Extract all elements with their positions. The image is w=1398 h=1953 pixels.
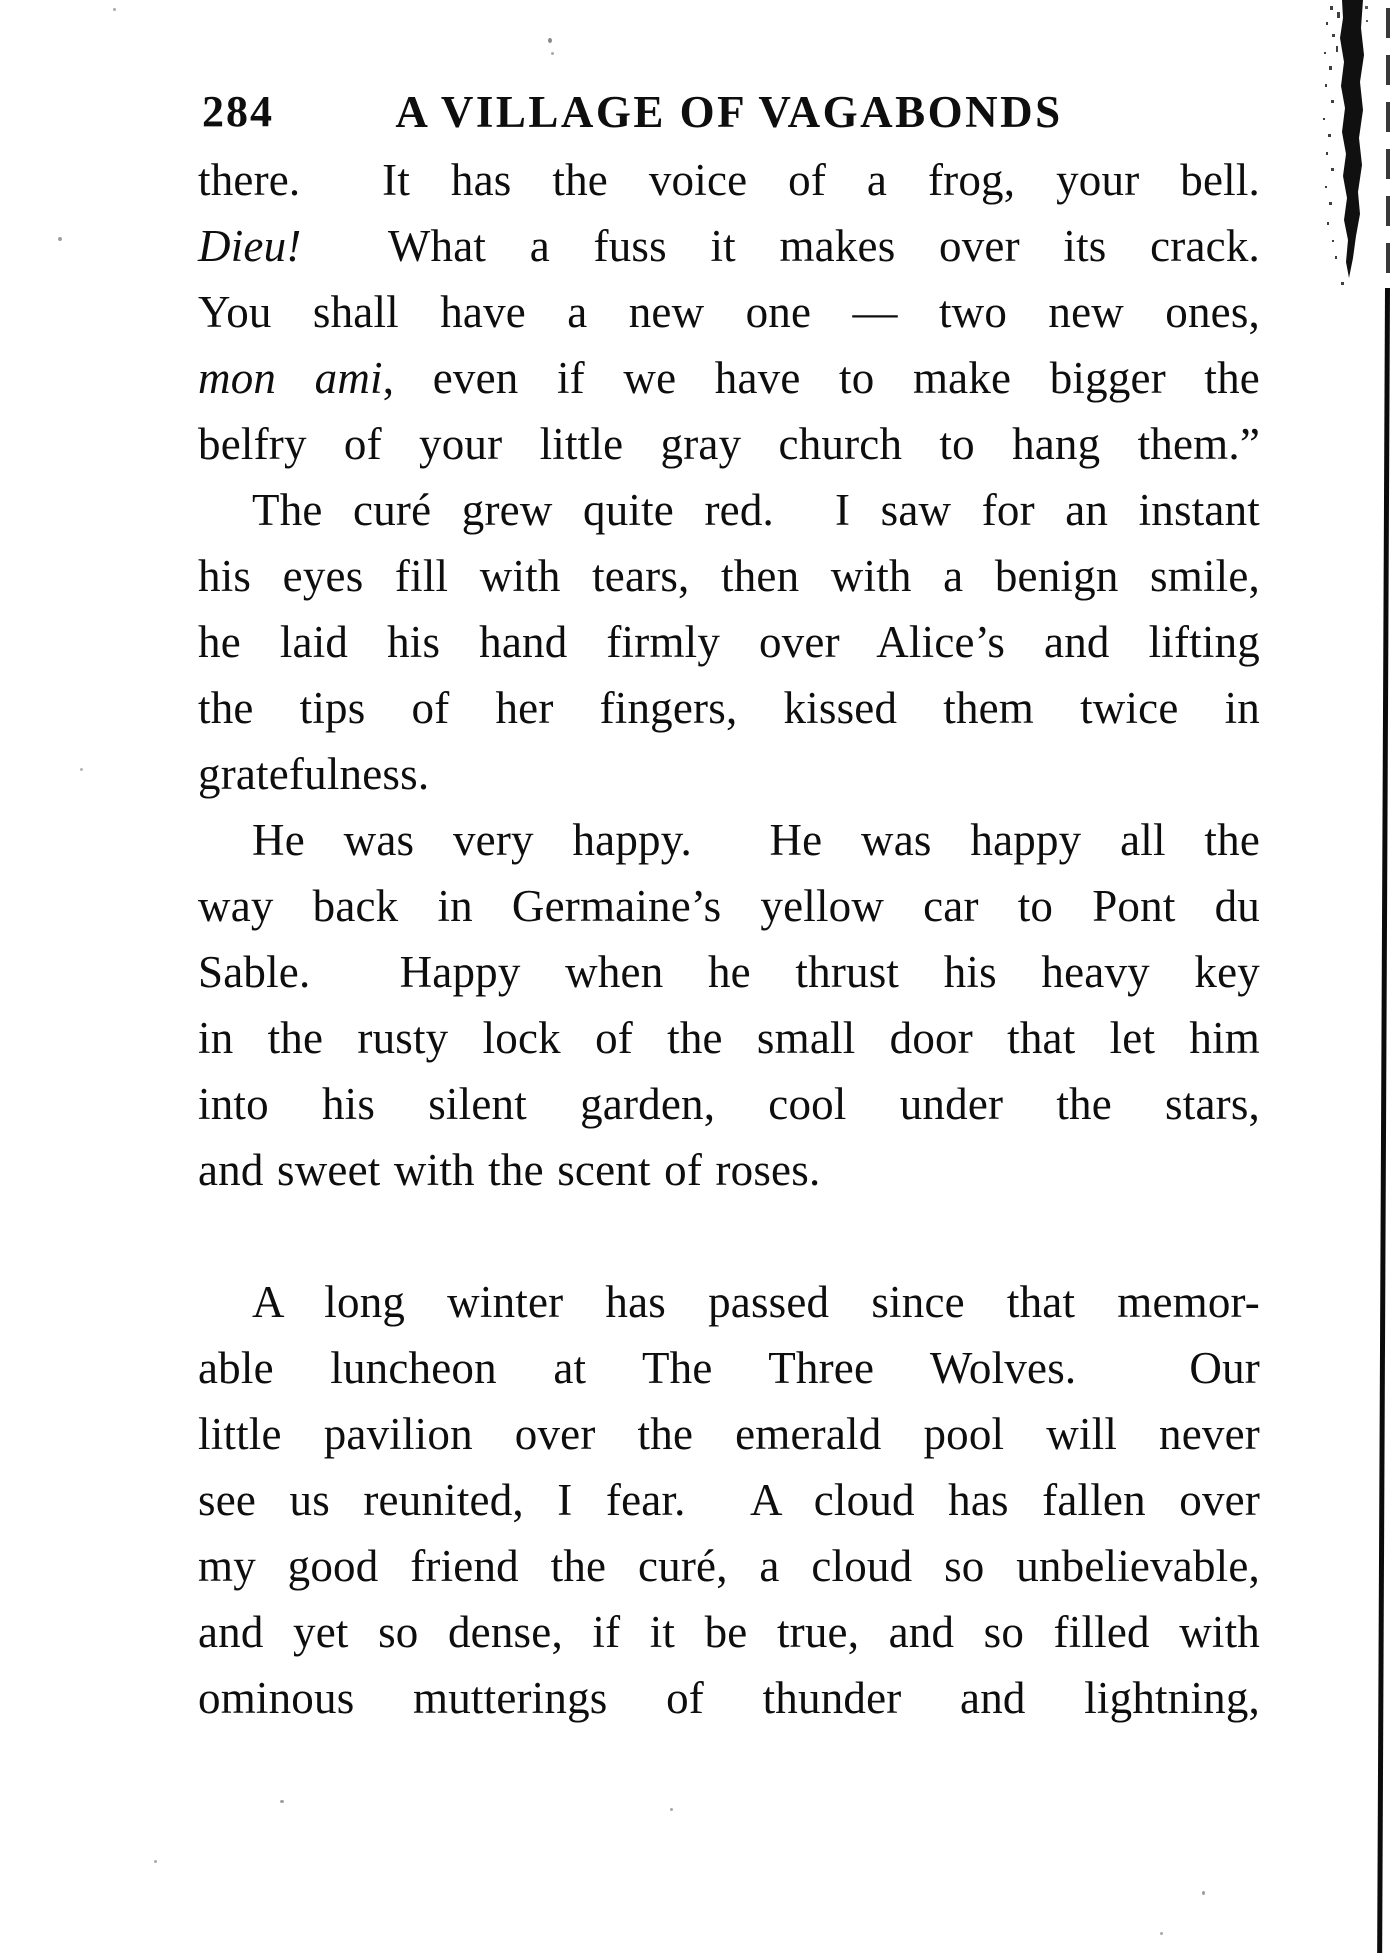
- text-line: Sable. Happy when he thrust his heavy key: [198, 947, 1260, 997]
- text-line: way back in Germaine’s yellow car to Pont du: [198, 881, 1260, 931]
- scan-speck: [670, 1808, 673, 1811]
- scan-speck: [1202, 1891, 1205, 1895]
- text-line: belfry of your little gray church to hang them.”: [198, 419, 1260, 469]
- scan-speck: [154, 1860, 157, 1863]
- text-line: the tips of her fingers, kissed them twice in: [198, 683, 1260, 733]
- page-number: 284: [202, 87, 274, 136]
- text-line: into his silent garden, cool under the stars,: [198, 1079, 1260, 1129]
- text-line: his eyes fill with tears, then with a benign smile,: [198, 551, 1260, 601]
- text-line: my good friend the curé, a cloud so unbelievable,: [198, 1541, 1260, 1591]
- text-line: Dieu! What a fuss it makes over its crack.: [198, 221, 1260, 271]
- text-line: He was very happy. He was happy all the: [252, 815, 1260, 865]
- paragraph: [198, 477, 1260, 807]
- text-line: mon ami, even if we have to make bigger the: [198, 353, 1260, 403]
- paragraph: [198, 1269, 1260, 1731]
- scan-speck: [548, 38, 552, 43]
- text-line: in the rusty lock of the small door that let him: [198, 1013, 1260, 1063]
- scan-speck: [1160, 1932, 1163, 1935]
- scan-speck: [58, 237, 62, 241]
- text-line: You shall have a new one — two new ones,: [198, 287, 1260, 337]
- page-title: A VILLAGE OF VAGABONDS: [395, 87, 1063, 137]
- scan-speck: [280, 1800, 284, 1803]
- text-line: he laid his hand firmly over Alice’s and lifting: [198, 617, 1260, 667]
- text-line: and sweet with the scent of roses.: [198, 1145, 821, 1195]
- text-line: A long winter has passed since that memor-: [252, 1277, 1260, 1327]
- scan-smudge-artifact: [1316, 0, 1370, 290]
- page-edge-dashed-line: [1386, 8, 1390, 290]
- paragraph: [198, 807, 1260, 1203]
- text-line: gratefulness.: [198, 749, 430, 799]
- running-head: [198, 86, 1260, 138]
- scan-speck: [80, 768, 83, 771]
- text-line: ominous mutterings of thunder and lightning,: [198, 1673, 1260, 1723]
- text-line: little pavilion over the emerald pool will never: [198, 1409, 1260, 1459]
- text-line: and yet so dense, if it be true, and so filled with: [198, 1607, 1260, 1657]
- paragraph: [198, 147, 1260, 477]
- text-block: [198, 147, 1260, 1731]
- text-line: there. It has the voice of a frog, your bell.: [198, 155, 1260, 205]
- page-edge-line: [1377, 288, 1390, 1953]
- scan-speck: [113, 8, 116, 11]
- text-line: see us reunited, I fear. A cloud has fallen over: [198, 1475, 1260, 1525]
- scan-speck: [551, 52, 554, 55]
- text-line: The curé grew quite red. I saw for an instant: [252, 485, 1260, 535]
- text-line: able luncheon at The Three Wolves. Our: [198, 1343, 1260, 1393]
